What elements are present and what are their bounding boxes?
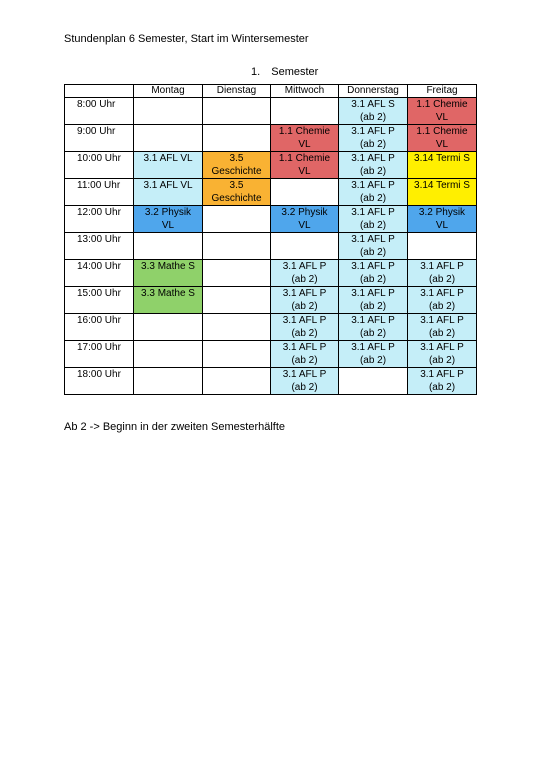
course-cell-montag [134,341,203,368]
course-note: (ab 2) [291,301,318,312]
course-cell-dienstag [203,260,271,287]
course-name: 3.1 AFL S [351,99,395,110]
course-cell-mittwoch [271,260,339,287]
course-name: 3.5 [229,153,244,164]
course-cell-montag [134,233,203,260]
course-note: (ab 2) [359,112,387,123]
course-note: (ab 2) [359,220,387,231]
time-cell: 16:00 Uhr [65,314,134,341]
semester-heading [251,66,318,78]
course-name: 3.1 AFL P [282,288,327,299]
course-name: 3.1 AFL P [282,369,327,380]
semester-label: Semester [271,66,319,78]
course-cell-freitag [408,152,477,179]
course-cell-freitag [408,179,477,206]
timetable-row [65,206,477,233]
course-cell-mittwoch [271,287,339,314]
course-cell-donnerstag [339,341,408,368]
course-cell-donnerstag [339,125,408,152]
course-cell-montag [134,152,203,179]
timetable-row [65,287,477,314]
course-note: (ab 2) [359,193,387,204]
course-cell-montag [134,368,203,395]
course-name: 3.1 AFL P [420,288,464,299]
course-note: VL [435,220,449,231]
course-note: (ab 2) [291,328,318,339]
timetable-row [65,98,477,125]
course-cell-mittwoch [271,98,339,125]
course-cell-montag [134,260,203,287]
course-name: 3.1 AFL P [351,180,395,191]
course-name: 1.1 Chemie [416,99,468,110]
course-name: 3.1 AFL P [351,207,395,218]
course-cell-freitag [408,287,477,314]
timetable-body [65,98,477,395]
course-name: 1.1 Chemie [416,126,468,137]
timetable-row [65,179,477,206]
course-note: (ab 2) [428,382,456,393]
course-name: 3.3 Mathe S [141,288,195,299]
course-name: 3.1 AFL P [282,315,327,326]
course-note: (ab 2) [359,301,387,312]
course-note: VL [435,112,449,123]
course-name: 3.14 Termi S [414,153,470,164]
course-cell-freitag [408,368,477,395]
course-cell-donnerstag [339,206,408,233]
course-note: (ab 2) [428,301,456,312]
course-name: 3.1 AFL P [351,342,395,353]
course-cell-donnerstag [339,98,408,125]
course-cell-mittwoch [271,314,339,341]
course-cell-freitag [408,341,477,368]
course-note: (ab 2) [359,166,387,177]
course-name: 3.5 [229,180,244,191]
time-cell: 11:00 Uhr [65,179,134,206]
course-name: 3.1 AFL P [351,288,395,299]
timetable-row [65,125,477,152]
time-cell: 15:00 Uhr [65,287,134,314]
time-cell: 10:00 Uhr [65,152,134,179]
document-title: Stundenplan 6 Semester, Start im Wintersemester [64,33,309,45]
timetable-row [65,260,477,287]
time-cell: 12:00 Uhr [65,206,134,233]
course-name: 3.2 Physik [418,207,466,218]
course-cell-freitag [408,125,477,152]
course-cell-dienstag [203,125,271,152]
course-cell-dienstag [203,98,271,125]
course-note: (ab 2) [359,139,387,150]
course-note: VL [435,139,449,150]
course-note: (ab 2) [428,328,456,339]
course-cell-dienstag [203,287,271,314]
course-cell-dienstag [203,368,271,395]
course-cell-donnerstag [339,287,408,314]
course-cell-montag [134,314,203,341]
course-note: (ab 2) [428,274,456,285]
course-name: 3.14 Termi S [414,180,470,191]
timetable-row [65,314,477,341]
course-cell-freitag [408,260,477,287]
course-name: 3.1 AFL P [351,153,395,164]
course-cell-freitag [408,233,477,260]
course-cell-donnerstag [339,179,408,206]
timetable-row [65,368,477,395]
course-note: (ab 2) [428,355,456,366]
time-cell: 8:00 Uhr [65,98,134,125]
course-cell-dienstag [203,233,271,260]
course-name: 3.1 AFL P [351,261,395,272]
course-name: 3.2 Physik [144,207,192,218]
course-note: Geschichte [211,193,262,204]
course-cell-mittwoch [271,152,339,179]
time-cell: 17:00 Uhr [65,341,134,368]
course-note: (ab 2) [359,274,387,285]
course-cell-mittwoch [271,206,339,233]
timetable-row [65,341,477,368]
time-cell: 9:00 Uhr [65,125,134,152]
course-note: Geschichte [211,166,262,177]
course-name: 3.1 AFL P [282,261,327,272]
course-cell-dienstag [203,314,271,341]
course-cell-donnerstag [339,152,408,179]
course-cell-dienstag [203,206,271,233]
semester-number: 1. [251,66,261,78]
course-name: 1.1 Chemie [278,153,331,164]
course-name: 3.2 Physik [281,207,328,218]
course-note: (ab 2) [359,328,387,339]
course-cell-freitag [408,98,477,125]
course-cell-montag [134,125,203,152]
course-cell-freitag [408,314,477,341]
day-header-donnerstag: Donnerstag [339,85,408,98]
course-note: VL [298,166,311,177]
course-name: 3.1 AFL P [282,342,327,353]
course-note: (ab 2) [359,247,387,258]
course-cell-montag [134,179,203,206]
footnote: Ab 2 -> Beginn in der zweiten Semesterhälfte [64,421,286,433]
course-name: 3.1 AFL P [351,315,395,326]
course-note: (ab 2) [291,274,318,285]
timetable-row [65,152,477,179]
course-name: 3.1 AFL P [420,315,464,326]
course-cell-mittwoch [271,179,339,206]
course-name: 3.1 AFL P [351,234,395,245]
course-name: 3.1 AFL P [420,261,464,272]
day-header-dienstag: Dienstag [203,85,271,98]
course-note: VL [298,139,311,150]
course-name: 3.1 AFL P [420,369,464,380]
corner-cell [65,85,134,98]
course-cell-freitag [408,206,477,233]
day-header-montag: Montag [134,85,203,98]
day-header-mittwoch: Mittwoch [271,85,339,98]
course-cell-dienstag [203,179,271,206]
course-note: (ab 2) [291,355,318,366]
course-note: VL [161,220,175,231]
course-name: 1.1 Chemie [278,126,331,137]
course-cell-montag [134,287,203,314]
timetable-header-row [65,85,477,98]
course-cell-montag [134,98,203,125]
time-cell: 14:00 Uhr [65,260,134,287]
timetable-row [65,233,477,260]
course-name: 3.1 AFL VL [143,180,193,191]
course-note: (ab 2) [359,355,387,366]
time-cell: 18:00 Uhr [65,368,134,395]
course-cell-mittwoch [271,368,339,395]
course-name: 3.1 AFL P [351,126,395,137]
day-header-freitag: Freitag [408,85,477,98]
course-note: VL [298,220,311,231]
course-cell-dienstag [203,152,271,179]
timetable [64,84,477,395]
course-cell-montag [134,206,203,233]
course-cell-donnerstag [339,314,408,341]
course-cell-dienstag [203,341,271,368]
time-cell: 13:00 Uhr [65,233,134,260]
course-cell-mittwoch [271,125,339,152]
course-name: 3.3 Mathe S [141,261,195,272]
course-cell-mittwoch [271,341,339,368]
course-cell-donnerstag [339,260,408,287]
course-name: 3.1 AFL P [420,342,464,353]
course-name: 3.1 AFL VL [143,153,193,164]
course-cell-donnerstag [339,368,408,395]
course-cell-mittwoch [271,233,339,260]
course-note: (ab 2) [291,382,318,393]
course-cell-donnerstag [339,233,408,260]
